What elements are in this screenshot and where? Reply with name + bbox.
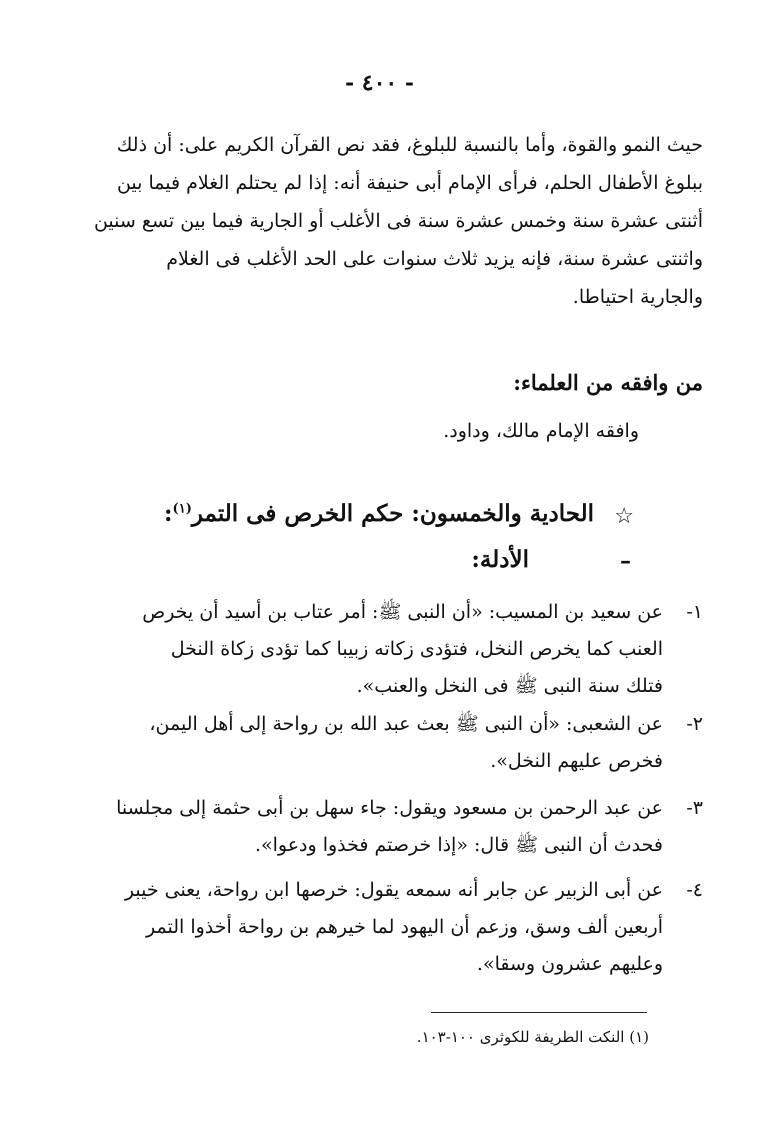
item-line: وعليهم عشرون وسقا». xyxy=(476,953,663,975)
item-line: العنب كما يخرص النخل، فتؤدى زكاته زبيبا كما تؤدى زكاة النخل xyxy=(170,638,663,660)
section-title-colon: : xyxy=(164,500,173,527)
footnote-divider xyxy=(431,1012,647,1013)
item-body xyxy=(105,706,663,780)
item-number: ٢- xyxy=(686,713,703,735)
intro-line: واثنتى عشرة سنة، فإنه يزيد ثلاث سنوات على الحد الأغلب فى الغلام xyxy=(166,248,703,270)
star-icon: ☆ xyxy=(614,504,634,529)
intro-line: والجارية احتياطا. xyxy=(572,286,703,308)
item-line: فخرص عليهم النخل». xyxy=(490,750,663,772)
item-line: عن أبى الزبير عن جابر أنه سمعه يقول: خرصها ابن رواحة، يعنى خيبر xyxy=(124,879,663,901)
item-line: فتلك سنة النبى ﷺ فى النخل والعنب». xyxy=(356,675,663,697)
intro-paragraph xyxy=(93,126,703,316)
footnote: (١) النكت الطريفة للكوثرى ١٠٠-١٠٣. xyxy=(416,1028,649,1046)
item-body xyxy=(105,872,663,983)
footnote-ref: (١) xyxy=(172,501,192,517)
item-number: ٤- xyxy=(686,879,703,901)
item-line: عن سعيد بن المسيب: «أن النبى ﷺ: أمر عتاب بن أسيد أن يخرص xyxy=(142,601,663,623)
agreement-heading: من وافقه من العلماء: xyxy=(513,370,703,395)
list-item xyxy=(105,790,703,864)
evidence-dash: – xyxy=(620,548,631,574)
section-title-text: الحادية والخمسون: حكم الخرص فى التمر xyxy=(191,500,594,527)
item-line: فحدث أن النبى ﷺ قال: «إذا خرصتم فخذوا ودعوا». xyxy=(254,834,663,856)
item-body xyxy=(105,790,663,864)
item-number: ١- xyxy=(686,601,703,623)
item-number: ٣- xyxy=(686,797,703,819)
list-item xyxy=(105,872,703,983)
page-number: - ٤٠٠ - xyxy=(344,70,415,96)
agreement-text: وافقه الإمام مالك، وداود. xyxy=(443,420,639,442)
section-title xyxy=(164,500,594,527)
item-line: عن الشعبى: «أن النبى ﷺ بعث عبد الله بن رواحة إلى أهل اليمن، xyxy=(149,713,663,735)
item-body xyxy=(105,594,663,705)
list-item xyxy=(105,706,703,780)
item-line: عن عبد الرحمن بن مسعود ويقول: جاء سهل بن أبى حثمة إلى مجلسنا xyxy=(116,797,663,819)
intro-line: حيث النمو والقوة، وأما بالنسبة للبلوغ، فقد نص القرآن الكريم على: أن ذلك xyxy=(116,134,703,156)
list-item xyxy=(105,594,703,705)
intro-line: ببلوغ الأطفال الحلم، فرأى الإمام أبى حنيفة أنه: إذا لم يحتلم الغلام فيما بين xyxy=(116,172,703,194)
item-line: أربعين ألف وسق، وزعم أن اليهود لما خيرهم بن رواحة أخذوا التمر xyxy=(146,916,663,938)
evidence-title: الأدلة: xyxy=(471,546,529,573)
intro-line: أثنتى عشرة سنة وخمس عشرة سنة فى الأغلب أو الجارية فيما بين تسع سنين xyxy=(93,210,703,232)
